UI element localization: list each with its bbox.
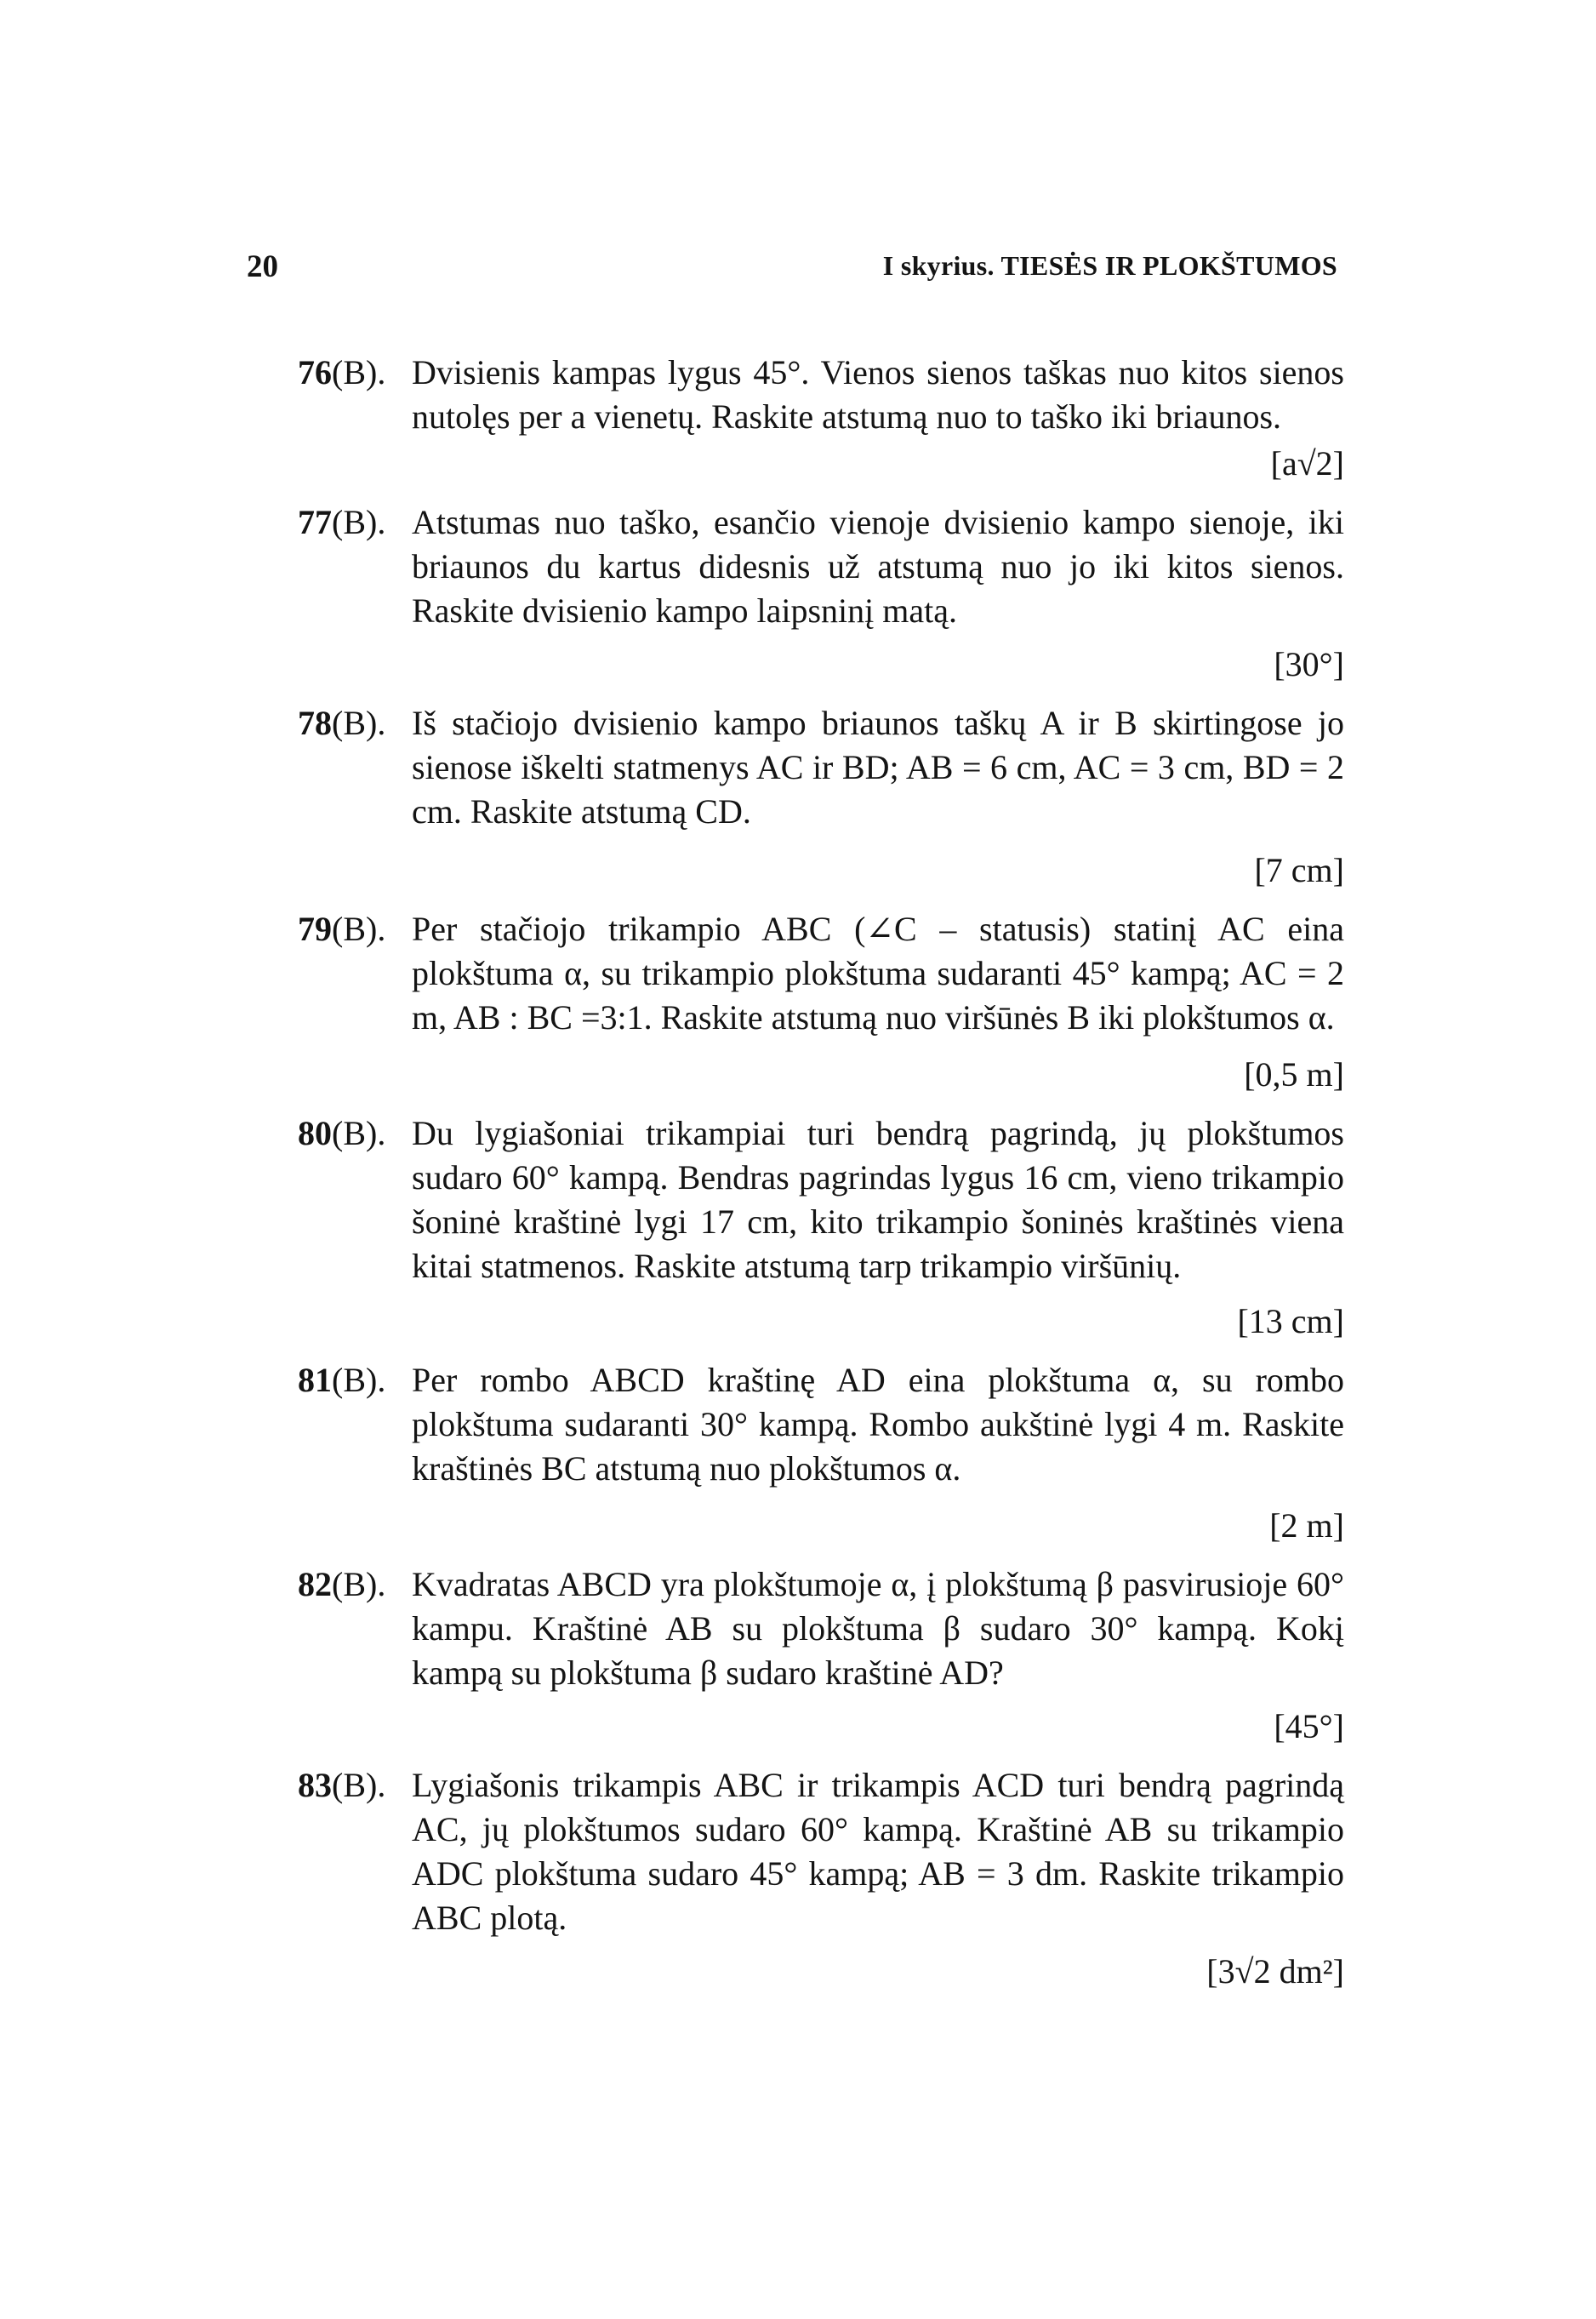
problem-number-value: 76 bbox=[298, 353, 332, 391]
problem-text: Du lygiašoniai trikampiai turi bendrą pagrindą, jų plokštumos sudaro 60° kampą. Bendras pagrindas lygus 16 cm, vieno trikampio šoninė kraštinė lygi 17 cm, kito trikampio šoninės kraštinės viena kitai statmenos. Raskite atstumą tarp trikampio viršūnių. bbox=[412, 1114, 1344, 1285]
problem-answer: [0,5 m] bbox=[1244, 1055, 1344, 1094]
problem-answer: [3√2 dm²] bbox=[1206, 1952, 1344, 1991]
problem-number-suffix: (B). bbox=[332, 1361, 386, 1399]
problem-text: Per stačiojo trikampio ABC (∠C – statusis) statinį AC eina plokštuma α, su trikampio plokštuma sudaranti 45° kampą; AC = 2 m, AB : BC =3:1. Raskite atstumą nuo viršūnės B iki plokštumos α. bbox=[412, 910, 1344, 1037]
problem-number-value: 78 bbox=[298, 704, 332, 742]
problem-number bbox=[298, 1562, 385, 1607]
problem-number-value: 80 bbox=[298, 1114, 332, 1152]
problem-number-suffix: (B). bbox=[332, 1766, 386, 1804]
problem-number-suffix: (B). bbox=[332, 704, 386, 742]
problem-answer: [30°] bbox=[1274, 645, 1344, 683]
problem-answer: [45°] bbox=[1274, 1707, 1344, 1745]
problem-number-suffix: (B). bbox=[332, 1114, 386, 1152]
problem-answer: [7 cm] bbox=[1254, 851, 1344, 889]
problem-83 bbox=[298, 1763, 1344, 1996]
problem-number bbox=[298, 1111, 385, 1156]
problem-text: Kvadratas ABCD yra plokštumoje α, į plokštumą β pasvirusioje 60° kampu. Kraštinė AB su plokštuma β sudaro 30° kampą. Kokį kampą su plokštuma β sudaro kraštinė AD? bbox=[412, 1565, 1344, 1692]
problem-82 bbox=[298, 1562, 1344, 1751]
problem-text: Per rombo ABCD kraštinę AD eina plokštuma α, su rombo plokštuma sudaranti 30° kampą. Rombo aukštinė lygi 4 m. Raskite kraštinės BC atstumą nuo plokštumos α. bbox=[412, 1361, 1344, 1488]
problem-78 bbox=[298, 701, 1344, 895]
problem-list bbox=[298, 351, 1344, 1996]
problem-number bbox=[298, 500, 385, 545]
problem-number-suffix: (B). bbox=[332, 1565, 386, 1603]
problem-number bbox=[298, 1763, 385, 1808]
problem-number bbox=[298, 1358, 385, 1402]
problem-number-value: 81 bbox=[298, 1361, 332, 1399]
page-header bbox=[247, 248, 1337, 291]
problem-79 bbox=[298, 907, 1344, 1100]
problem-number bbox=[298, 907, 385, 951]
chapter-title: I skyrius. TIESĖS IR PLOKŠTUMOS bbox=[882, 250, 1337, 281]
page-number: 20 bbox=[247, 249, 278, 284]
problem-number-suffix: (B). bbox=[332, 353, 386, 391]
problem-80 bbox=[298, 1111, 1344, 1346]
problem-number-suffix: (B). bbox=[332, 910, 386, 948]
problem-number-value: 83 bbox=[298, 1766, 332, 1804]
problem-number-suffix: (B). bbox=[332, 503, 386, 541]
problem-81 bbox=[298, 1358, 1344, 1551]
problem-number bbox=[298, 701, 385, 745]
problem-text: Dvisienis kampas lygus 45°. Vienos sienos taškas nuo kitos sienos nutolęs per a vienetų. Raskite atstumą nuo to taško iki briaunos. bbox=[412, 353, 1344, 436]
problem-answer: [13 cm] bbox=[1237, 1302, 1344, 1340]
problem-76 bbox=[298, 351, 1344, 488]
problem-number-value: 79 bbox=[298, 910, 332, 948]
problem-77 bbox=[298, 500, 1344, 689]
problem-text: Iš stačiojo dvisienio kampo briaunos taškų A ir B skirtingose jo sienose iškelti statmenys AC ir BD; AB = 6 cm, AC = 3 cm, BD = 2 cm. Raskite atstumą CD. bbox=[412, 704, 1344, 831]
problem-answer: [a√2] bbox=[1270, 444, 1344, 483]
problem-number-value: 82 bbox=[298, 1565, 332, 1603]
problem-number-value: 77 bbox=[298, 503, 332, 541]
problem-number bbox=[298, 351, 385, 395]
problem-text: Atstumas nuo taško, esančio vienoje dvisienio kampo sienoje, iki briaunos du kartus didesnis už atstumą nuo jo iki kitos sienos. Raskite dvisienio kampo laipsninį matą. bbox=[412, 503, 1344, 630]
problem-answer: [2 m] bbox=[1269, 1506, 1344, 1545]
problem-text: Lygiašonis trikampis ABC ir trikampis ACD turi bendrą pagrindą AC, jų plokštumos sudaro 60° kampą. Kraštinė AB su trikampio ADC plokštuma sudaro 45° kampą; AB = 3 dm. Raskite trikampio ABC plotą. bbox=[412, 1766, 1344, 1937]
